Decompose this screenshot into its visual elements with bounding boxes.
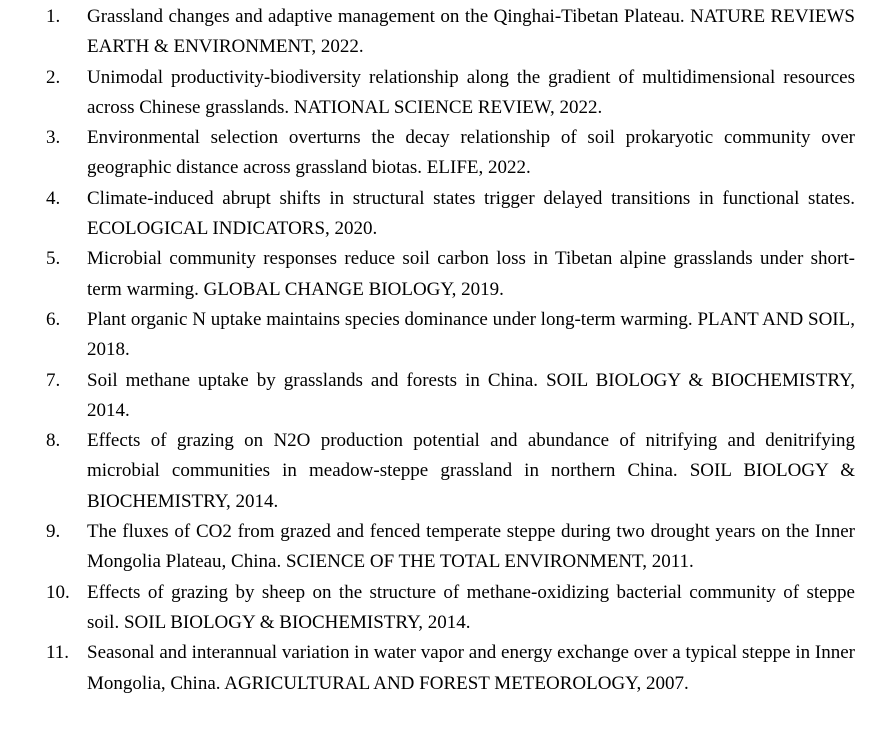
reference-item — [0, 305, 883, 366]
reference-number: 3. — [46, 127, 61, 149]
reference-number: 7. — [46, 369, 61, 391]
reference-text: Soil methane uptake by grasslands and forests in China. SOIL BIOLOGY & BIOCHEMISTRY, 2014. — [87, 369, 855, 421]
reference-text: Unimodal productivity-biodiversity relationship along the gradient of multidimensional resources across Chinese grasslands. NATIONAL SCIENCE REVIEW, 2022. — [87, 66, 855, 118]
reference-number: 8. — [46, 430, 61, 452]
reference-item — [0, 426, 883, 517]
reference-number: 6. — [46, 308, 61, 330]
reference-item — [0, 63, 883, 124]
reference-text: Microbial community responses reduce soil carbon loss in Tibetan alpine grasslands under short-term warming. GLOBAL CHANGE BIOLOGY, 2019. — [87, 248, 855, 300]
reference-text: Climate-induced abrupt shifts in structural states trigger delayed transitions in functional states. ECOLOGICAL INDICATORS, 2020. — [87, 187, 855, 240]
reference-text: Plant organic N uptake maintains species dominance under long-term warming. PLANT AND SOIL, 2018. — [87, 308, 855, 361]
reference-text: Seasonal and interannual variation in water vapor and energy exchange over a typical steppe in Inner Mongolia, China. AGRICULTURAL AND FOREST METEOROLOGY, 2007. — [87, 642, 855, 694]
reference-item — [0, 2, 883, 63]
reference-item — [0, 578, 883, 639]
reference-item — [0, 123, 883, 184]
reference-item — [0, 638, 883, 699]
reference-number: 9. — [46, 521, 61, 543]
reference-number: 1. — [46, 6, 61, 27]
reference-list — [0, 2, 883, 699]
reference-number: 10. — [46, 581, 70, 603]
reference-number: 2. — [46, 66, 61, 88]
reference-number: 4. — [46, 187, 61, 209]
reference-text: Grassland changes and adaptive management on the Qinghai-Tibetan Plateau. NATURE REVIEWS EARTH & ENVIRONMENT, 2022. — [87, 6, 855, 58]
reference-text: Environmental selection overturns the decay relationship of soil prokaryotic community over geographic distance across grassland biotas. ELIFE, 2022. — [87, 127, 855, 179]
reference-item — [0, 244, 883, 305]
reference-text: Effects of grazing on N2O production potential and abundance of nitrifying and denitrifying microbial communities in meadow-steppe grassland in northern China. SOIL BIOLOGY & BIOCHEMISTRY, 2014. — [87, 430, 855, 512]
reference-number: 11. — [46, 642, 70, 664]
reference-text: The fluxes of CO2 from grazed and fenced temperate steppe during two drought years on the Inner Mongolia Plateau, China. SCIENCE OF THE TOTAL ENVIRONMENT, 2011. — [87, 521, 855, 573]
reference-number: 5. — [46, 248, 61, 270]
reference-item — [0, 184, 883, 245]
reference-item — [0, 517, 883, 578]
reference-item — [0, 366, 883, 427]
reference-text: Effects of grazing by sheep on the structure of methane-oxidizing bacterial community of steppe soil. SOIL BIOLOGY & BIOCHEMISTRY, 2014. — [87, 581, 855, 633]
